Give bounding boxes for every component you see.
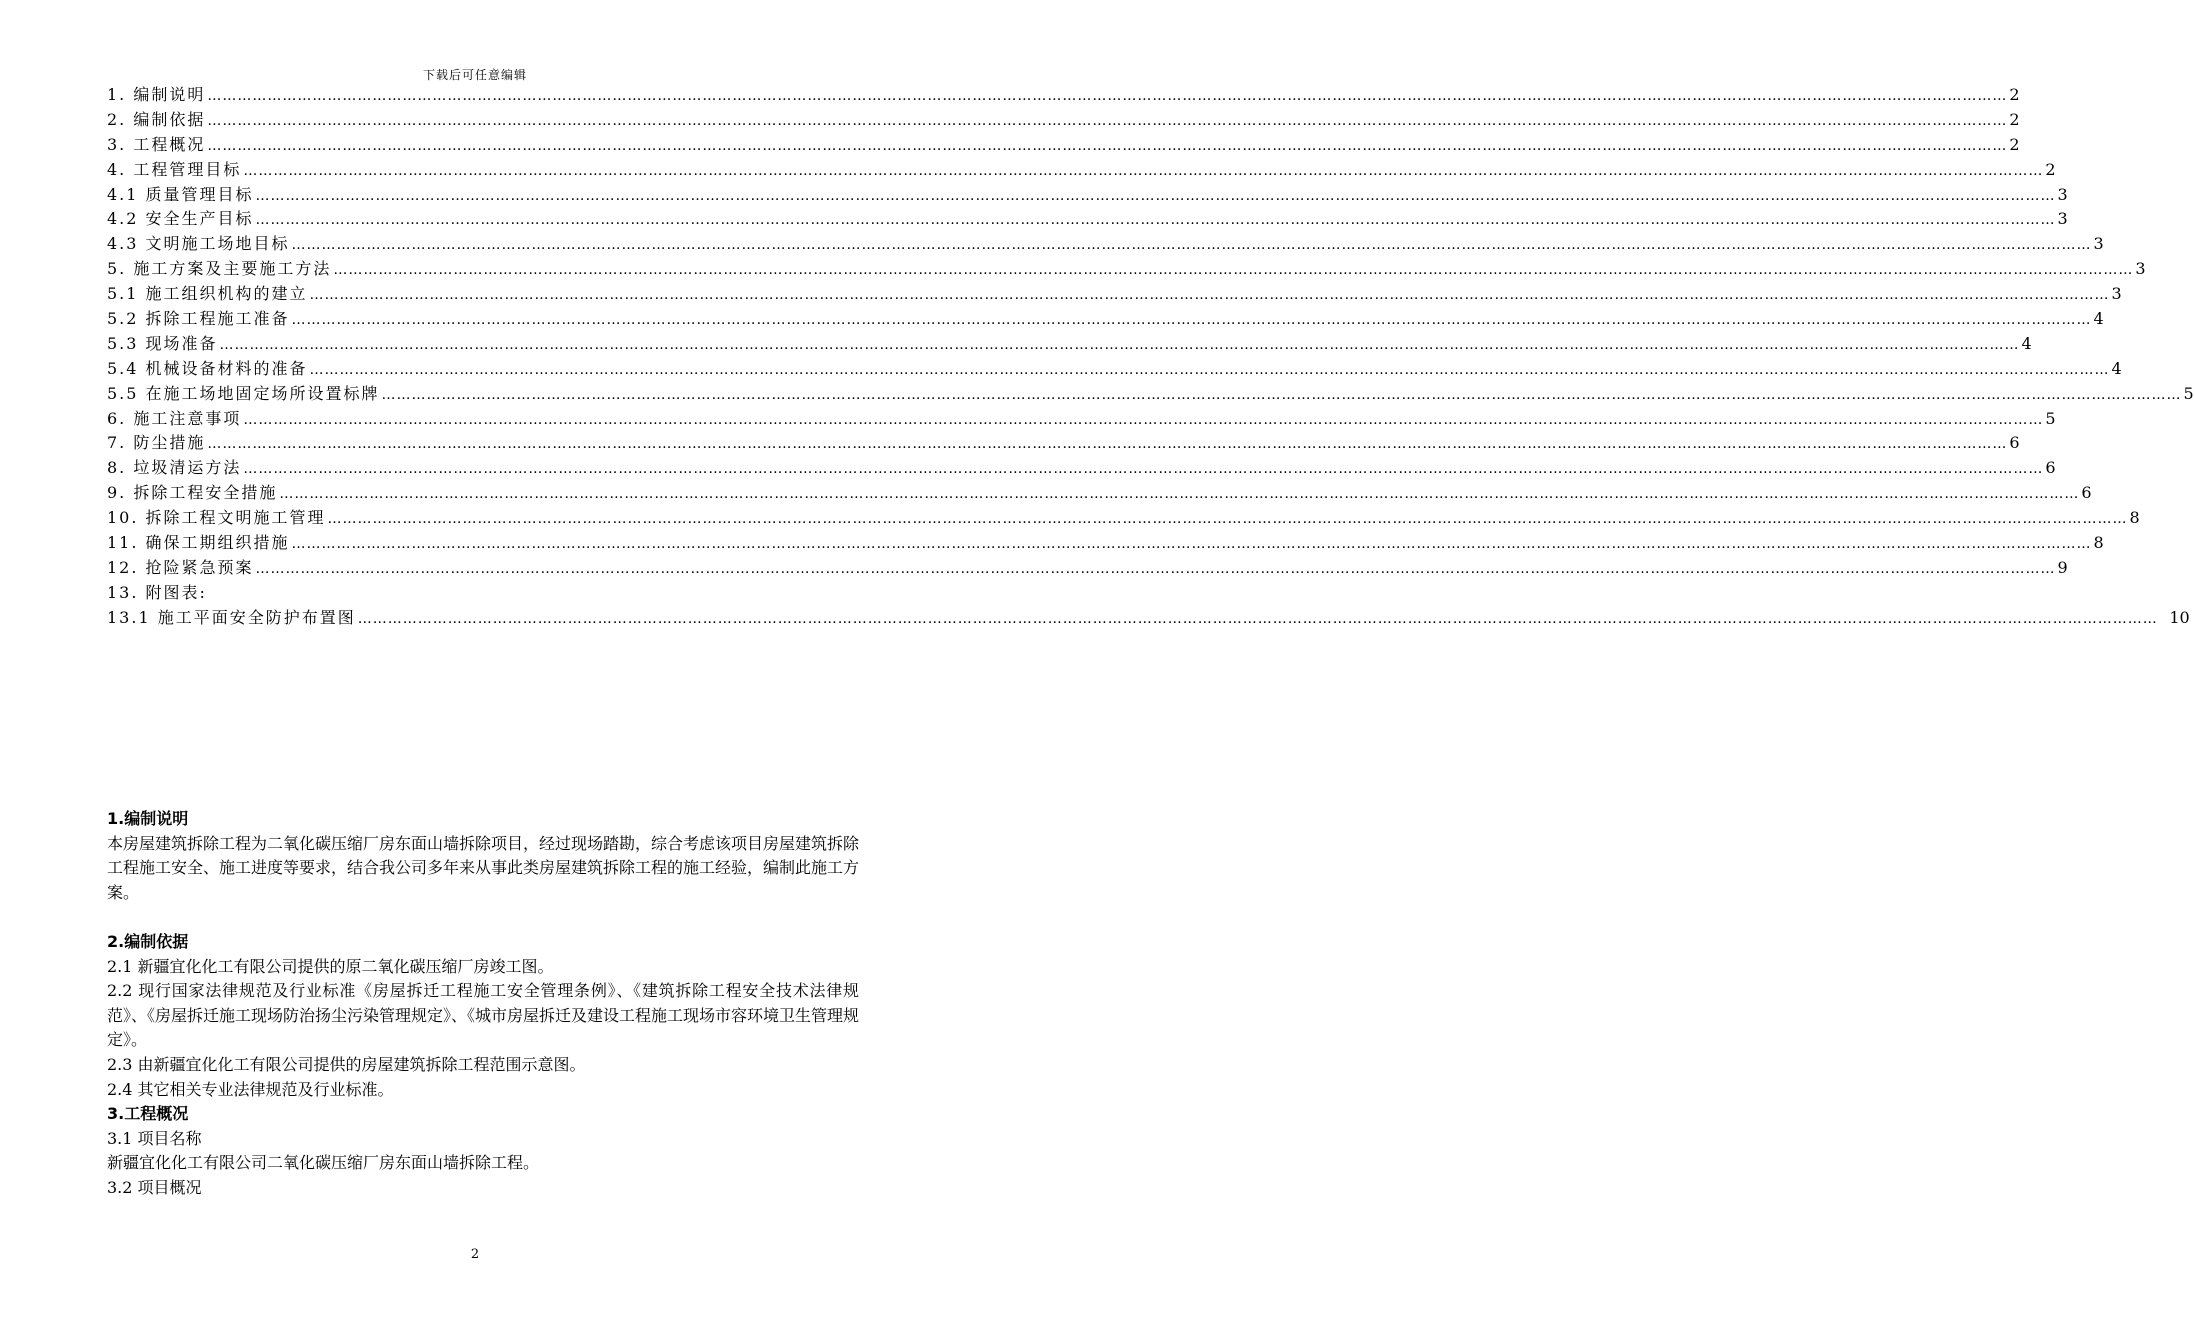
toc-dot-leader: ……………………………………………………………………………………………………………………………………………………………………………………………………………………………………………………………………………………………………………………………… bbox=[327, 511, 2128, 528]
toc-entry[interactable] bbox=[107, 307, 2104, 332]
toc-entry-page: 6 bbox=[2045, 458, 2056, 478]
toc-entry-title: 13. 附图表: bbox=[107, 582, 207, 602]
section-heading-1: 1.编制说明 bbox=[107, 809, 189, 828]
toc-entry[interactable] bbox=[107, 133, 2020, 158]
toc-dot-leader: ……………………………………………………………………………………………………………………………………………………………………………………………………………………………………………………………………………………………………………………………… bbox=[333, 262, 2134, 279]
toc-entry-page: 4 bbox=[2021, 333, 2032, 353]
toc-entry-page: 6 bbox=[2009, 433, 2020, 453]
toc-entry[interactable] bbox=[107, 357, 2122, 382]
toc-entry[interactable] bbox=[107, 581, 860, 606]
toc-dot-leader: ……………………………………………………………………………………………………………………………………………………………………………………………………………………………………………………………………………………………………………………………… bbox=[357, 610, 2158, 627]
table-of-contents bbox=[107, 83, 2194, 631]
toc-entry-title: 13.1 施工平面安全防护布置图 bbox=[107, 607, 356, 627]
toc-dot-leader: ……………………………………………………………………………………………………………………………………………………………………………………………………………………………………………………………………………………………………………………………… bbox=[207, 137, 2008, 154]
toc-entry-page: 3 bbox=[2111, 284, 2122, 304]
toc-dot-leader: ……………………………………………………………………………………………………………………………………………………………………………………………………………………………………………………………………………………………………………………………… bbox=[255, 212, 2056, 229]
toc-entry[interactable] bbox=[107, 382, 2194, 407]
toc-entry-title: 5. 施工方案及主要施工方法 bbox=[107, 259, 332, 279]
toc-entry[interactable] bbox=[107, 207, 2068, 232]
toc-dot-leader: ……………………………………………………………………………………………………………………………………………………………………………………………………………………………………………………………………………………………………………………………… bbox=[243, 162, 2044, 179]
toc-dot-leader: ……………………………………………………………………………………………………………………………………………………………………………………………………………………………………………………………………………………………………………………………… bbox=[255, 560, 2056, 577]
toc-dot-leader: ……………………………………………………………………………………………………………………………………………………………………………………………………………………………………………………………………………………………………………………………… bbox=[255, 187, 2056, 204]
toc-entry-title: 5.3 现场准备 bbox=[107, 333, 218, 353]
toc-entry-title: 9. 拆除工程安全措施 bbox=[107, 483, 278, 503]
toc-entry[interactable] bbox=[107, 282, 2122, 307]
toc-entry-page: 2 bbox=[2009, 85, 2020, 104]
toc-dot-leader: ……………………………………………………………………………………………………………………………………………………………………………………………………………………………………………………………………………………………………………………………… bbox=[291, 312, 2092, 329]
toc-entry-page: 5 bbox=[2045, 408, 2056, 428]
toc-entry-page: 4 bbox=[2093, 309, 2104, 329]
toc-dot-leader: ……………………………………………………………………………………………………………………………………………………………………………………………………………………………………………………………………………………………………………………………… bbox=[207, 112, 2008, 129]
toc-entry[interactable] bbox=[107, 257, 2146, 282]
toc-dot-leader: ……………………………………………………………………………………………………………………………………………………………………………………………………………………………………………………………………………………………………………………………… bbox=[309, 287, 2110, 304]
toc-entry-title: 5.5 在施工场地固定场所设置标牌 bbox=[107, 383, 380, 403]
header-note: 下载后可任意编辑 bbox=[422, 68, 527, 82]
page-number: 2 bbox=[470, 1247, 480, 1262]
toc-dot-leader: ……………………………………………………………………………………………………………………………………………………………………………………………………………………………………………………………………………………………………………………………… bbox=[207, 88, 2008, 104]
toc-entry-title: 1. 编制说明 bbox=[107, 85, 206, 104]
toc-entry-title: 4. 工程管理目标 bbox=[107, 159, 242, 179]
section-2-4: 2.4 其它相关专业法律规范及行业标准。 bbox=[107, 1079, 394, 1099]
toc-dot-leader: ……………………………………………………………………………………………………………………………………………………………………………………………………………………………………………………………………………………………………………………………… bbox=[219, 336, 2020, 353]
toc-entry-page: 8 bbox=[2093, 533, 2104, 553]
toc-entry[interactable] bbox=[107, 108, 2020, 133]
section-heading-2: 2.编制依据 bbox=[107, 931, 189, 951]
toc-entry-title: 10. 拆除工程文明施工管理 bbox=[107, 508, 326, 528]
toc-entry-title: 12. 抢险紧急预案 bbox=[107, 557, 254, 577]
toc-entry-page: 3 bbox=[2057, 184, 2068, 204]
toc-entry[interactable] bbox=[107, 481, 2092, 506]
toc-entry[interactable] bbox=[107, 456, 2056, 481]
toc-entry-title: 8. 垃圾清运方法 bbox=[107, 458, 242, 478]
toc-entry-title: 4.3 文明施工场地目标 bbox=[107, 234, 290, 254]
toc-entry[interactable] bbox=[107, 158, 2056, 183]
toc-entry-page: 5 bbox=[2183, 383, 2194, 403]
toc-entry-page: 2 bbox=[2009, 109, 2020, 129]
toc-entry-title: 5.4 机械设备材料的准备 bbox=[107, 358, 308, 378]
toc-entry-title: 5.1 施工组织机构的建立 bbox=[107, 284, 308, 304]
toc-dot-leader: ……………………………………………………………………………………………………………………………………………………………………………………………………………………………………………………………………………………………………………………………… bbox=[243, 461, 2044, 478]
toc-dot-leader: ……………………………………………………………………………………………………………………………………………………………………………………………………………………………………………………………………………………………………………………………… bbox=[291, 536, 2092, 553]
toc-entry-title: 11. 确保工期组织措施 bbox=[107, 533, 290, 553]
section-3-2: 3.2 项目概况 bbox=[107, 1177, 202, 1197]
toc-entry-page: 3 bbox=[2135, 259, 2146, 279]
toc-dot-leader: ……………………………………………………………………………………………………………………………………………………………………………………………………………………………………………………………………………………………………………………………… bbox=[291, 237, 2092, 254]
toc-entry-page: 3 bbox=[2093, 234, 2104, 254]
toc-entry[interactable] bbox=[107, 531, 2104, 556]
section-2-2: 2.2 现行国家法律规范及行业标准《房屋拆迁工程施工安全管理条例》、《建筑拆除工程安全技术法律规范》、《房屋拆迁施工现场防治扬尘污染管理规定》、《城市房屋拆迁及建设工程施工现场市容环境卫生管理规定》。 bbox=[107, 981, 860, 1050]
toc-entry-page: 2 bbox=[2045, 159, 2056, 179]
section-3-1-text: 新疆宜化化工有限公司二氧化碳压缩厂房东面山墙拆除工程。 bbox=[107, 1153, 540, 1173]
toc-entry[interactable] bbox=[107, 606, 2190, 631]
toc-entry-title: 2. 编制依据 bbox=[107, 109, 206, 129]
toc-entry-title: 4.1 质量管理目标 bbox=[107, 184, 254, 204]
toc-entry[interactable] bbox=[107, 183, 2068, 208]
toc-entry-page: 2 bbox=[2009, 134, 2020, 154]
toc-entry-title: 3. 工程概况 bbox=[107, 134, 206, 154]
toc-dot-leader: ……………………………………………………………………………………………………………………………………………………………………………………………………………………………………………………………………………………………………………………………… bbox=[207, 436, 2008, 453]
toc-entry-title: 5.2 拆除工程施工准备 bbox=[107, 309, 290, 329]
toc-entry[interactable] bbox=[107, 232, 2104, 257]
section-2-1: 2.1 新疆宜化化工有限公司提供的原二氧化碳压缩厂房竣工图。 bbox=[107, 956, 554, 976]
toc-dot-leader: ……………………………………………………………………………………………………………………………………………………………………………………………………………………………………………………………………………………………………………………………… bbox=[309, 361, 2110, 378]
toc-entry-page: 4 bbox=[2111, 358, 2122, 378]
toc-entry[interactable] bbox=[107, 407, 2056, 432]
toc-entry[interactable] bbox=[107, 332, 2032, 357]
toc-dot-leader: ……………………………………………………………………………………………………………………………………………………………………………………………………………………………………………………………………………………………………………………………… bbox=[381, 386, 2182, 403]
toc-entry-title: 6. 施工注意事项 bbox=[107, 408, 242, 428]
toc-entry[interactable] bbox=[107, 556, 2068, 581]
document-body bbox=[107, 807, 859, 1201]
toc-entry-page: 6 bbox=[2081, 483, 2092, 503]
toc-entry-title: 4.2 安全生产目标 bbox=[107, 209, 254, 229]
toc-entry[interactable] bbox=[107, 83, 2020, 108]
toc-entry-page: 10 bbox=[2169, 607, 2190, 627]
section-3-1: 3.1 项目名称 bbox=[107, 1128, 202, 1148]
section-2-3: 2.3 由新疆宜化化工有限公司提供的房屋建筑拆除工程范围示意图。 bbox=[107, 1054, 586, 1074]
toc-entry[interactable] bbox=[107, 431, 2020, 456]
toc-entry[interactable] bbox=[107, 506, 2140, 531]
toc-entry-page: 8 bbox=[2129, 508, 2140, 528]
toc-entry-page: 9 bbox=[2057, 557, 2068, 577]
toc-dot-leader: ……………………………………………………………………………………………………………………………………………………………………………………………………………………………………………………………………………………………………………………………… bbox=[279, 486, 2080, 503]
toc-entry-page: 3 bbox=[2057, 209, 2068, 229]
toc-dot-leader: ……………………………………………………………………………………………………………………………………………………………………………………………………………………………………………………………………………………………………………………………… bbox=[243, 411, 2044, 428]
toc-entry-title: 7. 防尘措施 bbox=[107, 433, 206, 453]
section-heading-3: 3.工程概况 bbox=[107, 1104, 189, 1124]
section-1-paragraph: 本房屋建筑拆除工程为二氧化碳压缩厂房东面山墙拆除项目，经过现场踏勘，综合考虑该项目房屋建筑拆除工程施工安全、施工进度等要求，结合我公司多年来从事此类房屋建筑拆除工程的施工经验，编制此施工方案。 bbox=[107, 833, 860, 902]
